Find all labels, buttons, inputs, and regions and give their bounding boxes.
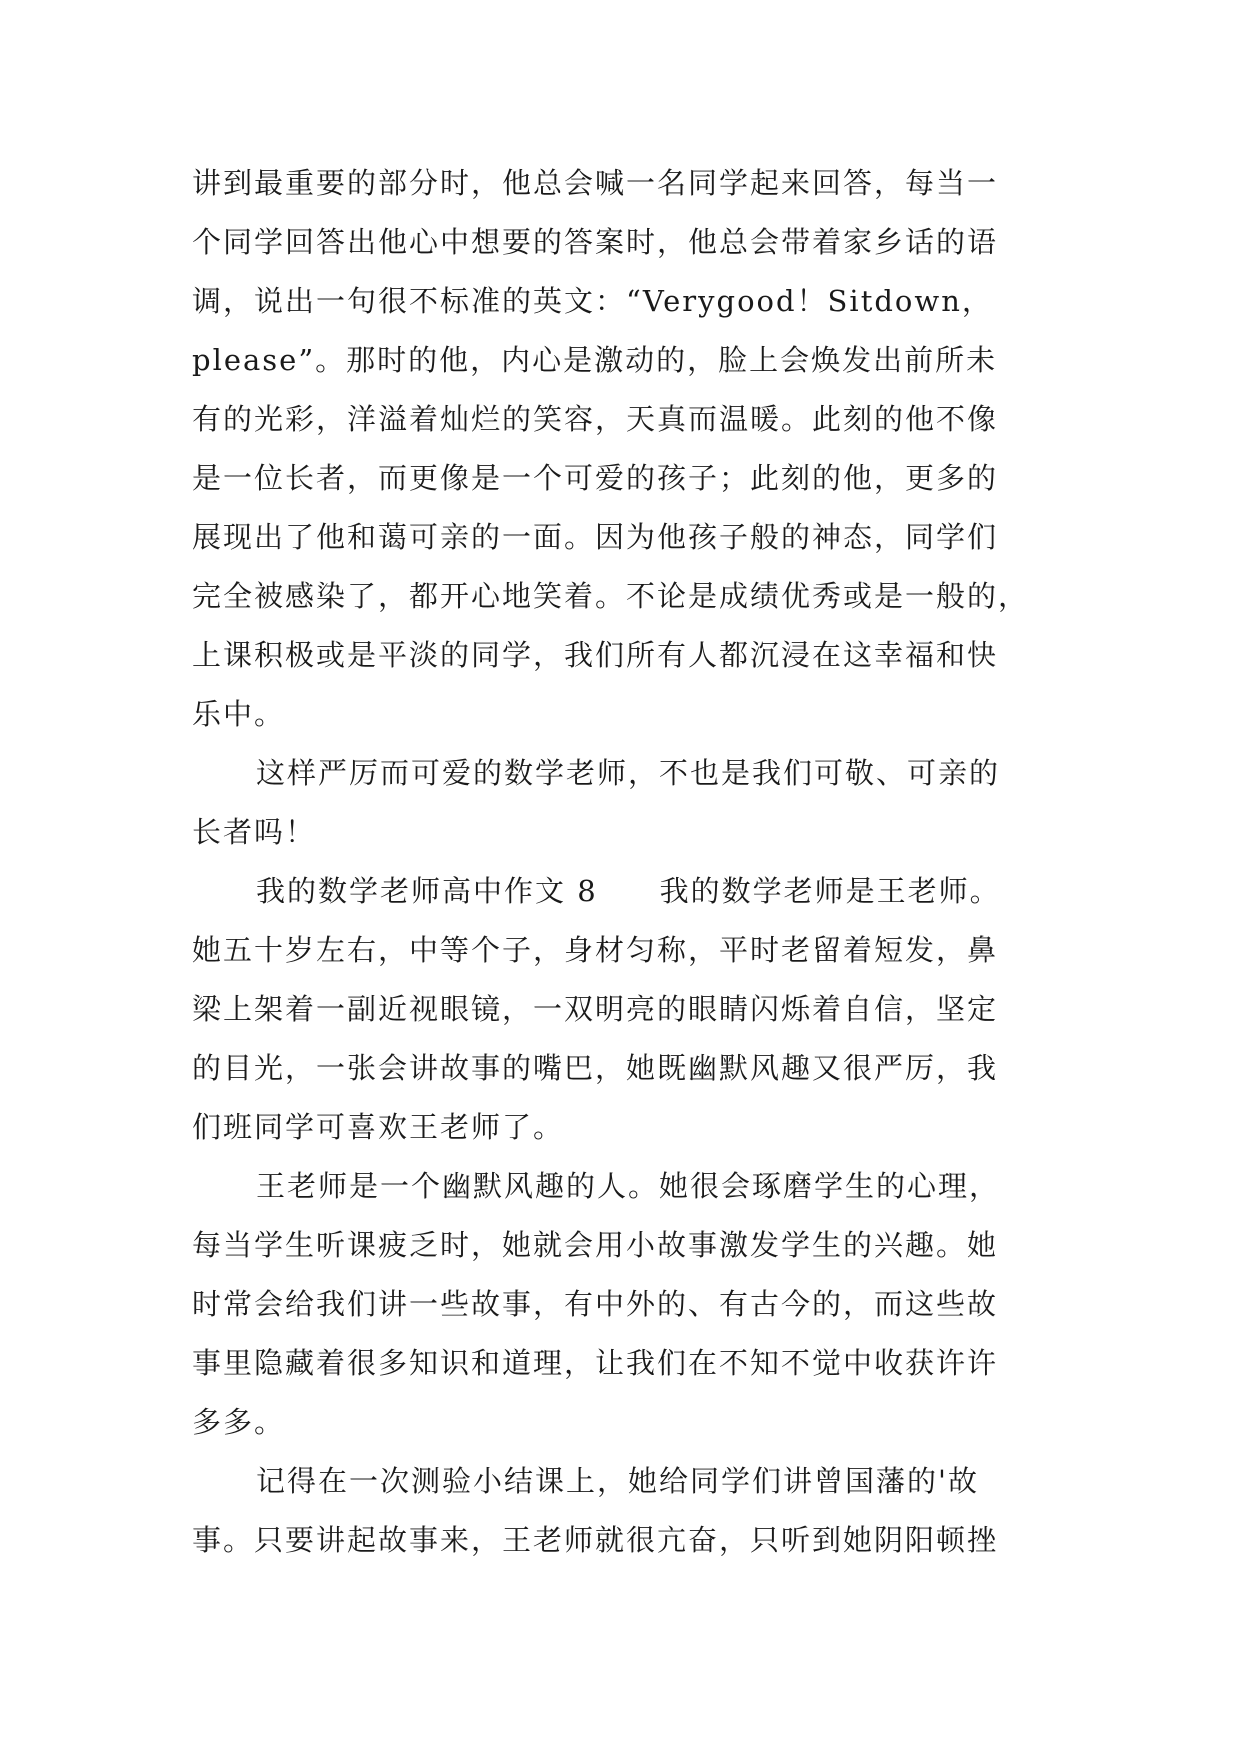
paragraph-first-line: 这样严厉而可爱的数学老师，不也是我们可敬、可亲的 — [256, 756, 1001, 790]
text-line: 讲到最重要的部分时，他总会喊一名同学起来回答，每当一 — [192, 166, 999, 200]
text-line: 每当学生听课疲乏时，她就会用小故事激发学生的兴趣。她 — [192, 1228, 999, 1262]
text-line: 个同学回答出他心中想要的答案时，他总会带着家乡话的语 — [192, 225, 999, 259]
section-heading-line: 我的数学老师高中作文 8 我的数学老师是王老师。 — [256, 874, 1001, 908]
text-line: 时常会给我们讲一些故事，有中外的、有古今的，而这些故 — [192, 1287, 999, 1321]
text-line: 调，说出一句很不标准的英文：“Verygood！Sitdown， — [192, 284, 993, 318]
text-line: 们班同学可喜欢王老师了。 — [192, 1110, 565, 1144]
text-line: 事。只要讲起故事来，王老师就很亢奋，只听到她阴阳顿挫 — [192, 1523, 999, 1557]
paragraph-first-line: 记得在一次测验小结课上，她给同学们讲曾国藩的'故 — [256, 1464, 979, 1498]
text-line: 长者吗！ — [192, 815, 317, 849]
text-line: 有的光彩，洋溢着灿烂的笑容，天真而温暖。此刻的他不像 — [192, 402, 999, 436]
text-line: 上课积极或是平淡的同学，我们所有人都沉浸在这幸福和快 — [192, 638, 999, 672]
text-line: please”。那时的他，内心是激动的，脸上会焕发出前所未 — [192, 343, 998, 377]
text-line: 乐中。 — [192, 697, 286, 731]
text-line: 多多。 — [192, 1405, 286, 1439]
paragraph-first-line: 王老师是一个幽默风趣的人。她很会琢磨学生的心理， — [256, 1169, 1001, 1203]
text-line: 展现出了他和蔼可亲的一面。因为他孩子般的神态，同学们 — [192, 520, 999, 554]
text-line: 的目光，一张会讲故事的嘴巴，她既幽默风趣又很严厉，我 — [192, 1051, 999, 1085]
text-line: 完全被感染了，都开心地笑着。不论是成绩优秀或是一般的， — [192, 579, 1030, 613]
text-line: 梁上架着一副近视眼镜，一双明亮的眼睛闪烁着自信，坚定 — [192, 992, 999, 1026]
text-line: 她五十岁左右，中等个子，身材匀称，平时老留着短发，鼻 — [192, 933, 999, 967]
text-line: 是一位长者，而更像是一个可爱的孩子；此刻的他，更多的 — [192, 461, 999, 495]
text-line: 事里隐藏着很多知识和道理，让我们在不知不觉中收获许许 — [192, 1346, 999, 1380]
document-body — [192, 154, 1052, 1570]
